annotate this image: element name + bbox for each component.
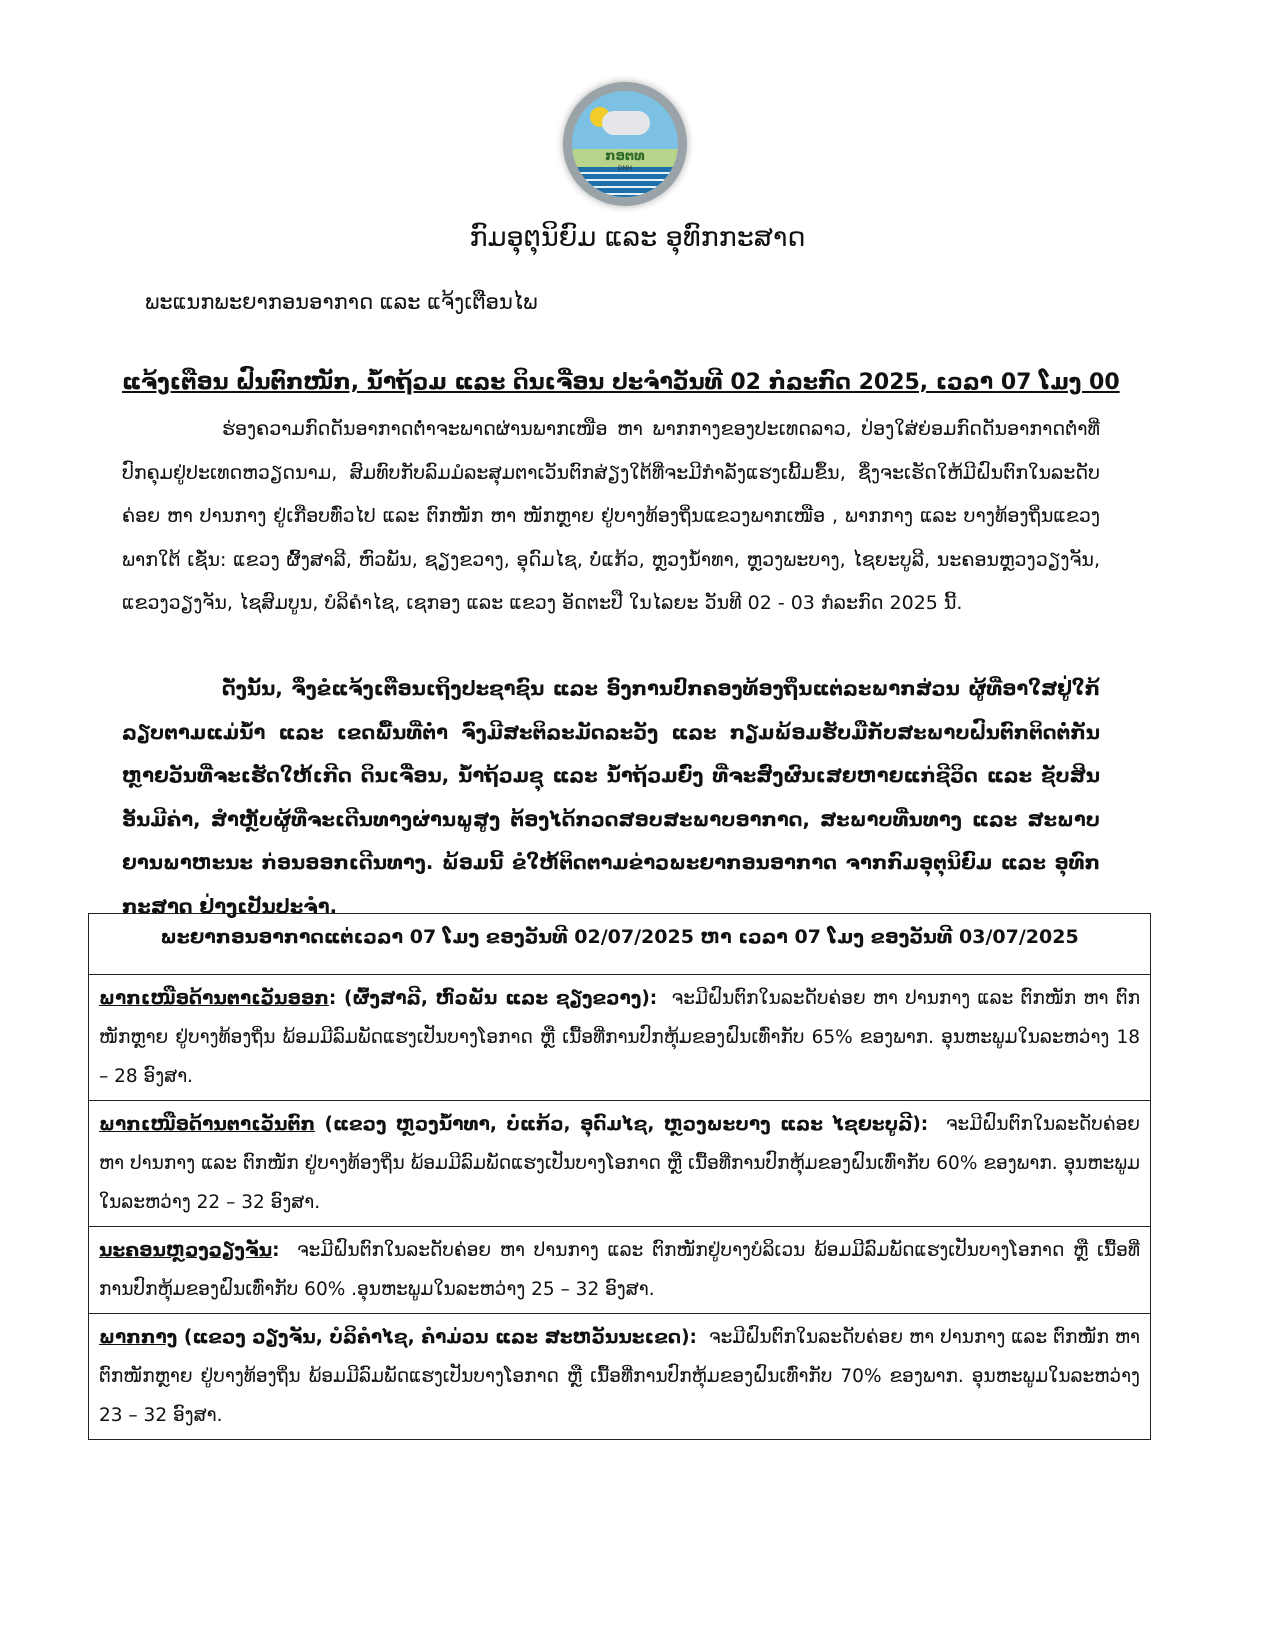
department-heading: ພະແນກພະຍາກອນອາກາດ ແລະ ແຈ້ງເຕືອນໄພ: [145, 290, 538, 314]
region-name: ນະຄອນຫຼວງວຽງຈັນ: [99, 1240, 273, 1261]
region-provinces: (ແຂວງ ຫຼວງນໍ້າທາ, ບໍ່ແກ້ວ, ອຸດົມໄຊ, ຫຼວງພະບາງ ແລະ ໄຊຍະບູລີ):: [315, 1114, 929, 1135]
forecast-header: ພະຍາກອນອາກາດແຕ່ເວລາ 07 ໂມງ ຂອງວັນທີ 02/07/2025 ຫາ ເວລາ 07 ໂມງ ຂອງວັນທີ 03/07/2025: [89, 914, 1151, 975]
region-forecast: ຈະມີຝົນຕົກໃນລະດັບຄ່ອຍ ຫາ ປານກາງ ແລະ ຕົກໜັກ ຢູ່ບາງທ້ອງຖິ່ນ ພ້ອມມີລົມພັດແຮງເປັນບາງໂອກາດ ຫຼື ເນື້ອທີ່ການປົກຫຸ້ມຂອງຝົນເທົ່າກັບ 60% ຂອງພາກ. ອຸນຫະພູມໃນລະຫວ່າງ 22 – 32 ອົງສາ.: [99, 1114, 1140, 1213]
situation-paragraph: ຮ່ອງຄວາມກົດດັນອາກາດຕ່ໍາຈະພາດຜ່ານພາກເໜືອ ຫາ ພາກກາງຂອງປະເທດລາວ, ປ່ອງໃສ່ຍ່ອມກົດດັນອາກາດຕ່ໍາທີ່ປົກຄຸມຢູ່ປະເທດຫວຽດນາມ, ສົມທົບກັບລົມມໍລະສຸມຕາເວັນຕົກສ່ຽງໃຕ້ທີ່ຈະມີກໍາລັງແຮງເພີ້ມຂຶ້ນ, ຊຶ່ງຈະເຮັດໃຫ້ມີຝົນຕົກໃນລະດັບຄ່ອຍ ຫາ ປານກາງ ຢູ່ເກືອບທົ່ວໄປ ແລະ ຕົກໜັກ ຫາ ໜັກຫຼາຍ ຢູ່ບາງທ້ອງຖິ່ນແຂວງພາກເໜືອ , ພາກກາງ ແລະ ບາງທ້ອງຖິ່ນແຂວງພາກໃຕ້ ເຊັ່ນ: ແຂວງ ຜົ້ງສາລີ, ຫົວພັນ, ຊຽງຂວາງ, ອຸດົມໄຊ, ບໍ່ແກ້ວ, ຫຼວງນໍ້າທາ, ຫຼວງພະບາງ, ໄຊຍະບູລີ, ນະຄອນຫຼວງວຽງຈັນ, ແຂວງວຽງຈັນ, ໄຊສົມບູນ, ບໍລິຄໍາໄຊ, ເຊກອງ ແລະ ແຂວງ ອັດຕະປື ໃນໄລຍະ ວັນທີ 02 - 03 ກໍລະກົດ 2025 ນີ້.: [122, 418, 1100, 614]
table-row: [89, 1101, 1151, 1227]
region-provinces: : (ຜົ້ງສາລີ, ຫົວພັນ ແລະ ຊຽງຂວາງ):: [328, 988, 658, 1009]
region-name: ພາກເໜືອດ້ານຕາເວັນອອກ: [99, 988, 329, 1009]
table-row: [89, 1314, 1151, 1440]
logo-emblem: [572, 91, 678, 197]
ministry-heading: ກົມອຸຕຸນິຍົມ ແລະ ອຸທົກກະສາດ: [469, 222, 806, 253]
region-forecast: ຈະມີຝົນຕົກໃນລະດັບຄ່ອຍ ຫາ ປານກາງ ແລະ ຕົກໜັກ ຫາ ຕົກໜັກຫຼາຍ ຢູ່ບາງທ້ອງຖິ່ນ ພ້ອມມີລົມພັດແຮງເປັນບາງໂອກາດ ຫຼື ເນື້ອທີ່ການປົກຫຸ້ມຂອງຝົນເທົ່າກັບ 70% ຂອງພາກ. ອຸນຫະພູມໃນລະຫວ່າງ 23 – 32 ອົງສາ.: [99, 1327, 1140, 1426]
table-row: [89, 975, 1151, 1101]
cloud-icon: [602, 111, 650, 135]
document-title: ແຈ້ງເຕືອນ ຝົນຕົກໜັກ, ນໍ້າຖ້ວມ ແລະ ດິນເຈື່ອນ ປະຈໍາວັນທີ 02 ກໍລະກົດ 2025, ເວລາ 07 ໂມງ 00: [122, 370, 1120, 395]
forecast-cell: [89, 975, 1151, 1101]
logo-subtitle: DMH: [617, 165, 633, 172]
forecast-header-row: [89, 914, 1151, 975]
logo-abbreviation: ກອຕທ: [605, 149, 645, 164]
forecast-cell: [89, 1227, 1151, 1314]
forecast-cell: [89, 1101, 1151, 1227]
region-provinces: (ແຂວງ ວຽງຈັນ, ບໍລິຄໍາໄຊ, ຄໍາມ່ວນ ແລະ ສະຫວັນນະເຂດ):: [177, 1327, 697, 1348]
region-name: ພາກເໜືອດ້ານຕາເວັນຕົກ: [99, 1114, 316, 1135]
region-forecast: ຈະມີຝົນຕົກໃນລະດັບຄ່ອຍ ຫາ ປານກາງ ແລະ ຕົກໜັກ ຫາ ຕົກໜັກຫຼາຍ ຢູ່ບາງທ້ອງຖິ່ນ ພ້ອມມີລົມພັດແຮງເປັນບາງໂອກາດ ຫຼື ເນື້ອທີ່ການປົກຫຸ້ມຂອງຝົນເທົ່າກັບ 65% ຂອງພາກ. ອຸນຫະພູມໃນລະຫວ່າງ 18 – 28 ອົງສາ.: [99, 988, 1141, 1087]
advisory-paragraph: ດັ່ງນັ້ນ, ຈຶ່ງຂໍແຈ້ງເຕືອນເຖິງປະຊາຊົນ ແລະ ອົງການປົກຄອງທ້ອງຖິ່ນແຕ່ລະພາກສ່ວນ ຜູ້ທີ່ອາໃສຢູ່ໃກ້ລຽບຕາມແມ່ນໍ້າ ແລະ ເຂດພື້ນທີ່ຕໍ່າ ຈົ່ງມີສະຕິລະມັດລະວັງ ແລະ ກຽມພ້ອມຮັບມືກັບສະພາບຝົນຕົກຕິດຕໍ່ກັນຫຼາຍວັນທີ່ຈະເຮັດໃຫ້ເກີດ ດິນເຈື່ອນ, ນໍ້າຖ້ວມຊຸ ແລະ ນໍ້າຖ້ວມຍົ່ງ ທີ່ຈະສົ່ງຜົນເສຍຫາຍແກ່ຊີວິດ ແລະ ຊັບສິນອັນມີຄ່າ, ສໍາຫຼັບຜູ້ທີ່ຈະເດີນທາງຜ່ານພູສູງ ຕ້ອງໄດ້ກວດສອບສະພາບອາກາດ, ສະພາບທີ່ນທາງ ແລະ ສະພາບຍານພາຫະນະ ກ່ອນອອກເດີນທາງ. ພ້ອມນີ້ ຂໍໃຫ້ຕິດຕາມຂ່າວພະຍາກອນອາກາດ ຈາກກົມອຸຕຸນິຍົມ ແລະ ອຸທົກກະສາດ ຢ່າງເປັນປະຈໍາ.: [122, 677, 1100, 918]
forecast-table: [88, 913, 1151, 1440]
forecast-cell: [89, 1314, 1151, 1440]
region-forecast: ຈະມີຝົນຕົກໃນລະດັບຄ່ອຍ ຫາ ປານກາງ ແລະ ຕົກໜັກຢູ່ບາງບໍລິເວນ ພ້ອມມີລົມພັດແຮງເປັນບາງໂອກາດ ຫຼື ເນື້ອທີ່ການປົກຫຸ້ມຂອງຝົນເທົ່າກັບ 60% .ອຸນຫະພູມໃນລະຫວ່າງ 25 – 32 ອົງສາ.: [99, 1240, 1140, 1300]
department-logo: [563, 82, 687, 206]
region-name: ພາກກາງ: [99, 1327, 178, 1348]
region-provinces: :: [272, 1240, 280, 1261]
table-row: [89, 1227, 1151, 1314]
